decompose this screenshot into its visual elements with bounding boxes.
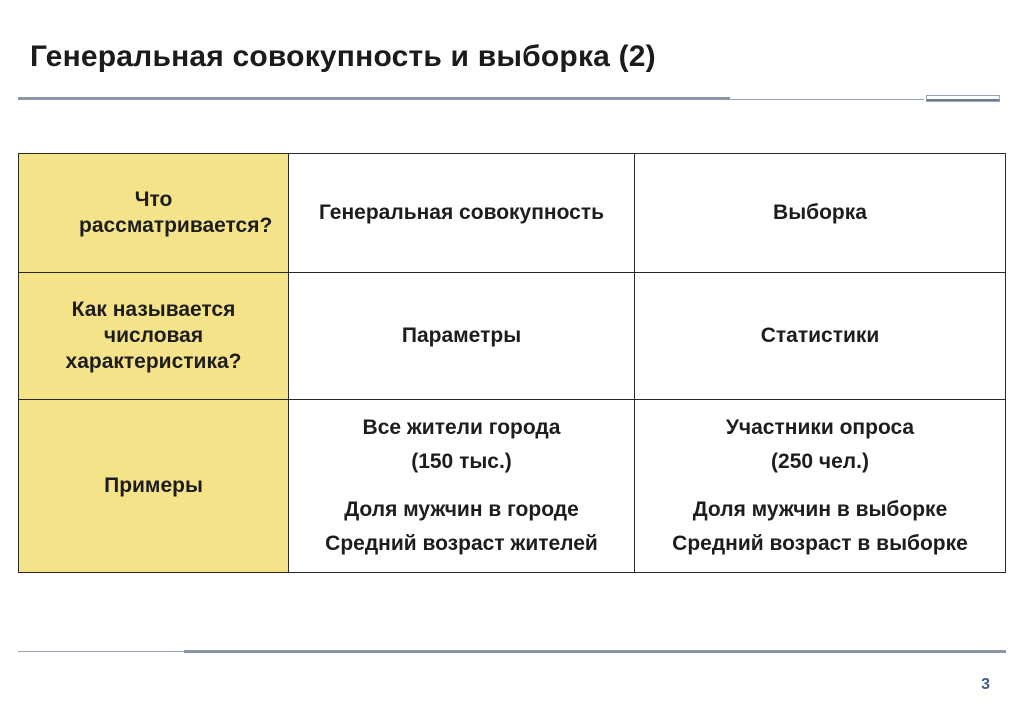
example-line: Доля мужчин в выборке (692, 498, 948, 521)
bottom-divider-thin (18, 651, 184, 652)
table-row (19, 400, 1006, 573)
example-line: Участники опроса (725, 416, 915, 439)
cell-sample (635, 273, 1006, 400)
row-header-label: Как называется числовая характеристика? (65, 298, 242, 373)
cell-population-examples (289, 400, 635, 573)
comparison-table (18, 153, 1006, 573)
row-header-examples (19, 400, 289, 573)
top-divider-box-line (927, 99, 999, 101)
cell-population (289, 273, 635, 400)
example-line: Средний возраст в выборке (672, 532, 968, 555)
table-row (19, 273, 1006, 400)
cell-text: Статистики (760, 324, 880, 347)
cell-population (289, 154, 635, 273)
cell-sample (635, 154, 1006, 273)
example-line: (150 тыс.) (411, 450, 512, 473)
cell-text: Выборка (773, 201, 867, 224)
top-divider-thin (730, 99, 924, 100)
example-line: (250 чел.) (771, 450, 869, 473)
row-header-characteristic (19, 273, 289, 400)
slide-title: Генеральная совокупность и выборка (2) (30, 40, 656, 73)
page-number: 3 (981, 676, 990, 693)
table-row (19, 154, 1006, 273)
bottom-divider (184, 650, 1006, 653)
row-header-what (19, 154, 289, 273)
example-line: Все жители города (362, 416, 561, 439)
cell-text: Генеральная совокупность (318, 201, 605, 224)
top-divider (18, 97, 730, 100)
example-line: Средний возраст жителей (325, 532, 598, 555)
cell-text: Параметры (401, 324, 522, 347)
row-header-label: Что рассматривается? (79, 188, 273, 237)
cell-sample-examples (635, 400, 1006, 573)
row-header-label: Примеры (104, 474, 203, 497)
example-line: Доля мужчин в городе (344, 498, 579, 521)
